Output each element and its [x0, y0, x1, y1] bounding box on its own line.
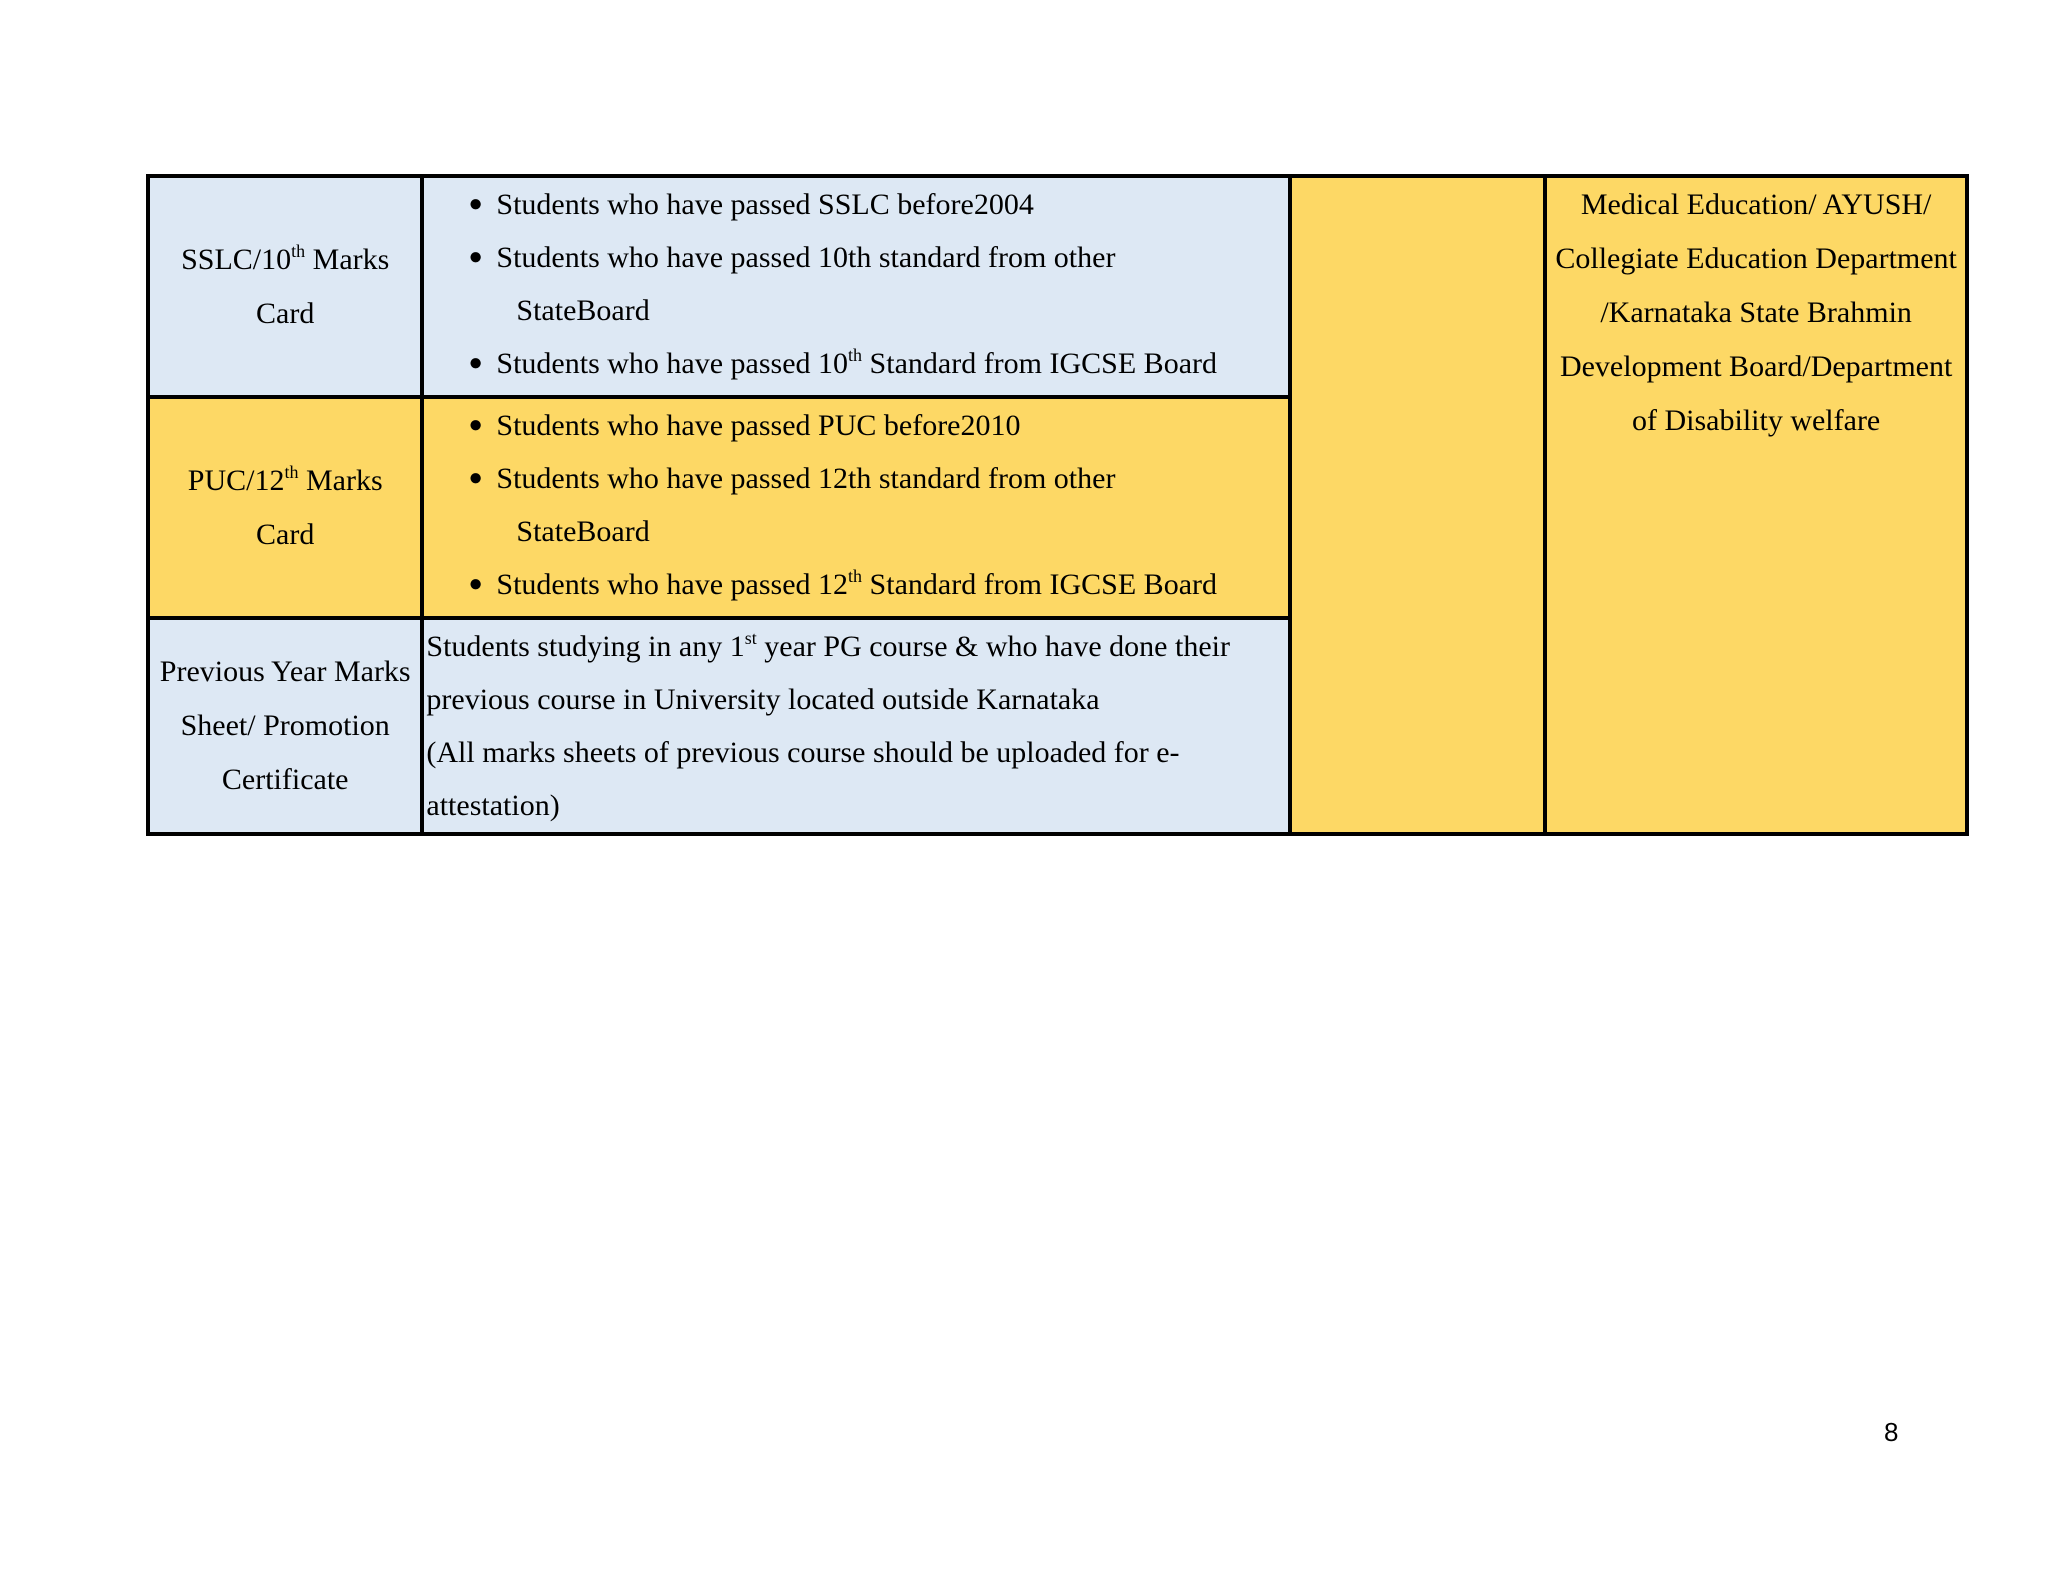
list-item: ● Students who have passed 10th Standard from IGCSE Board — [496, 337, 1288, 390]
eligibility-table — [146, 174, 1969, 836]
document-type-label: Sheet/ Promotion — [180, 709, 390, 742]
bullet-icon: ● — [468, 191, 483, 217]
eligibility-cell — [422, 397, 1290, 618]
eligibility-cell — [422, 176, 1290, 397]
department-line: /Karnataka State Brahmin — [1600, 296, 1912, 329]
bullet-icon: ● — [468, 350, 483, 376]
bullet-icon: ● — [468, 244, 483, 270]
document-type-label-line2: Card — [256, 296, 315, 330]
list-item: ● Students who have passed SSLC before2004 — [496, 178, 1288, 231]
document-type-cell — [148, 397, 422, 618]
bullet-icon: ● — [468, 465, 483, 491]
bullet-icon: ● — [468, 412, 483, 438]
list-item: ● Students who have passed 10th standard from other StateBoard — [496, 231, 1288, 337]
department-line: Collegiate Education Department — [1555, 242, 1957, 275]
list-item: ● Students who have passed 12th Standard from IGCSE Board — [496, 558, 1288, 611]
eligibility-text: Students studying in any 1st year PG course & who have done their previous course in University located outside Karnataka (All marks sheets of previous course should be uploaded for e- attestation) — [426, 628, 1230, 822]
document-type-label-line2: Card — [256, 517, 315, 551]
document-type-cell — [148, 618, 422, 834]
list-item: ● Students who have passed 12th standard from other StateBoard — [496, 452, 1288, 558]
document-type-label: Previous Year Marks — [159, 655, 411, 688]
document-type-cell — [148, 176, 422, 397]
table-row — [148, 176, 1967, 397]
department-line: Development Board/Department — [1559, 350, 1953, 383]
department-line: Medical Education/ AYUSH/ — [1580, 188, 1932, 221]
department-line: of Disability welfare — [1632, 404, 1881, 437]
page-number: 8 — [1884, 1417, 1899, 1447]
eligibility-cell — [422, 618, 1290, 834]
document-type-label: Certificate — [221, 763, 349, 796]
empty-cell — [1290, 176, 1545, 834]
eligibility-list — [424, 178, 1288, 390]
document-type-label: SSLC/10th Marks — [181, 240, 390, 276]
department-cell — [1545, 176, 1967, 834]
document-type-label: PUC/12th Marks — [187, 461, 383, 497]
list-item: ● Students who have passed PUC before2010 — [496, 399, 1288, 452]
bullet-icon: ● — [468, 571, 483, 597]
eligibility-list — [424, 399, 1288, 611]
